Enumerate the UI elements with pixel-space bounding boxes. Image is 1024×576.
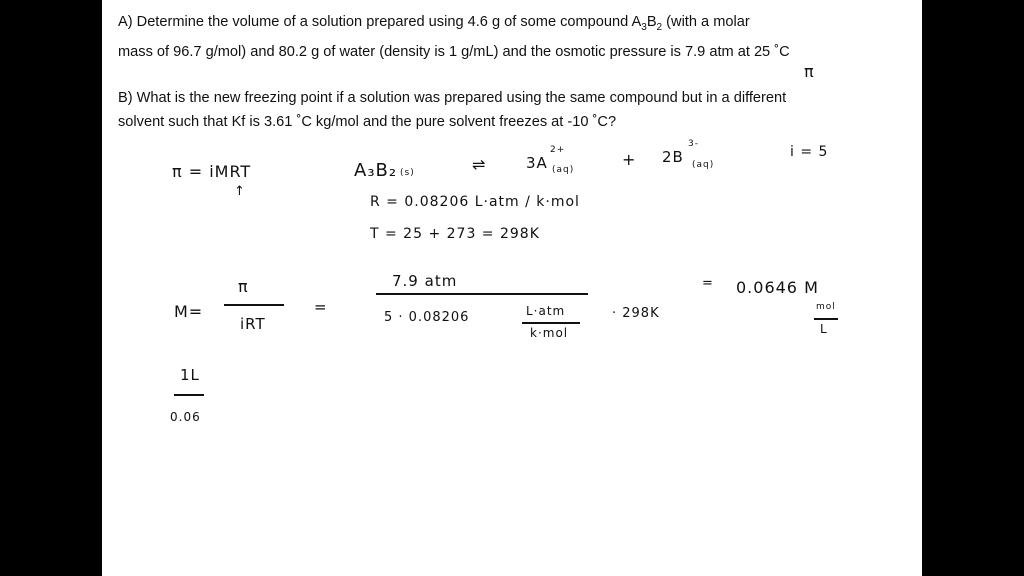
result-unit-denominator: L: [820, 322, 828, 336]
question-b-line2: solvent such that Kf is 3.61 ˚C kg/mol and the pure solvent freezes at -10 ˚C?: [118, 114, 617, 130]
reaction-product-1-state: (aq): [552, 165, 575, 175]
fraction-3-denominator: 0.06: [170, 410, 201, 424]
equals-1: =: [314, 298, 328, 316]
reaction-product-2: 2B: [662, 148, 684, 166]
reaction-reactant: A₃B₂: [354, 160, 398, 181]
formula-arrow: ↑: [234, 184, 246, 199]
osmotic-formula: π = iMRT: [172, 162, 252, 181]
molarity-label: M=: [174, 302, 204, 321]
molarity-result: 0.0646 M: [736, 278, 819, 297]
fraction-1-bar: [224, 304, 284, 306]
unit-bar: [522, 322, 580, 324]
unit-numerator: L·atm: [526, 304, 566, 318]
fraction-3-numerator: 1L: [180, 366, 200, 384]
fraction-2-bar: [376, 293, 588, 295]
reaction-plus: +: [622, 150, 637, 169]
equals-2: =: [702, 276, 714, 291]
question-a: A) Determine the volume of a solution prepared using 4.6 g of some compound $A_3B_2$ (with a molar mass of 96.7 g/mol) and 80.2 g of water (density is 1 g/mL) and the osmotic pressure is 7.9 atm at 25 ˚C: [118, 14, 790, 60]
vant-hoff-factor: i = 5: [790, 144, 829, 160]
question-a-text: A) Determine the volume of a solution prepared using 4.6 g of some compound A: [118, 14, 642, 30]
question-b-line1: B) What is the new freezing point if a solution was prepared using the same compound but in a different: [118, 90, 787, 106]
reaction-arrow: ⇌: [472, 155, 487, 174]
reaction-product-2-state: (aq): [692, 160, 715, 170]
gas-constant: R = 0.08206 L·atm / k·mol: [370, 194, 580, 210]
question-b: [118, 86, 908, 134]
reaction-product-1: 3A: [526, 154, 548, 172]
result-unit-numerator: mol: [816, 302, 836, 312]
fraction-2-denominator: 5 · 0.08206: [384, 310, 470, 325]
temperature: T = 25 + 273 = 298K: [370, 226, 540, 242]
unit-denominator: k·mol: [530, 326, 569, 340]
result-unit-bar: [814, 318, 838, 320]
fraction-1-denominator: iRT: [240, 315, 266, 333]
fraction-2-numerator: 7.9 atm: [392, 272, 458, 290]
reaction-reactant-state: (s): [400, 168, 415, 178]
reaction-product-2-charge: 3-: [688, 139, 699, 149]
fraction-3-bar: [174, 394, 204, 396]
pi-mark: π: [804, 62, 815, 81]
whiteboard-page: [102, 0, 922, 576]
question-a-line2: mass of 96.7 g/mol) and 80.2 g of water (density is 1 g/mL) and the osmotic pressure is 7.9 atm at 25 ˚C: [118, 43, 790, 60]
fraction-1-numerator: π: [238, 277, 249, 296]
reaction-product-1-charge: 2+: [550, 145, 566, 155]
temperature-factor: · 298K: [612, 306, 660, 321]
